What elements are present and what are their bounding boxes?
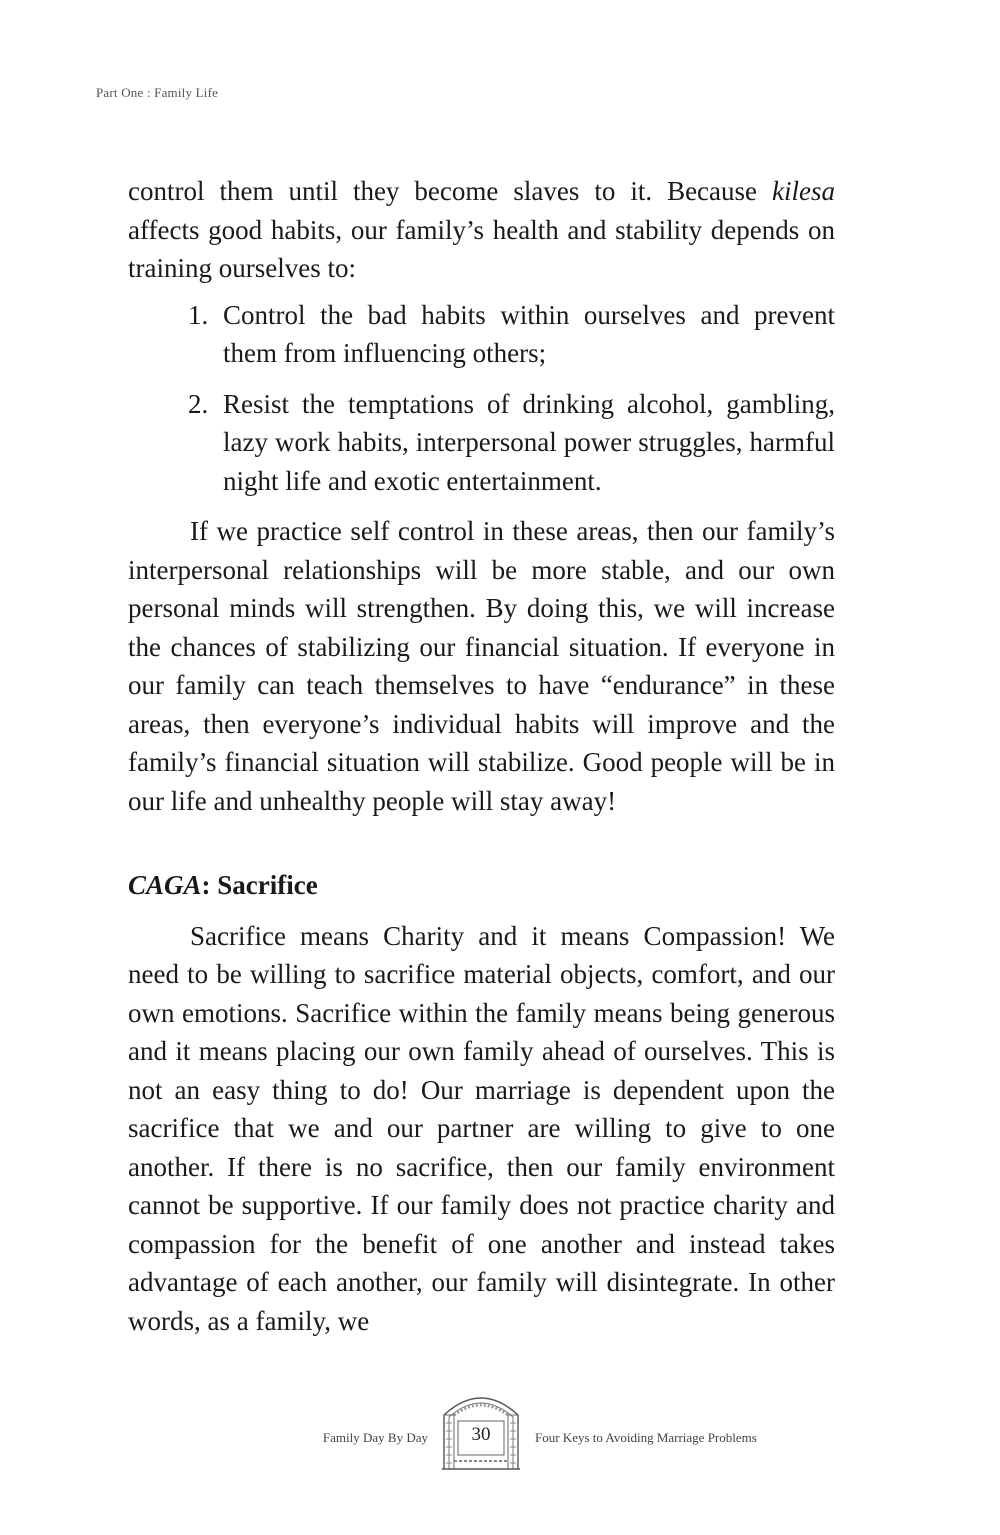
section-heading: CAGA: Sacrifice — [128, 870, 318, 900]
paragraph-1: control them until they become slaves to it. Because kilesa affects good habits, our family’s health and stability depends on training ourselves to: — [128, 176, 835, 283]
page-number: 30 — [471, 1424, 491, 1445]
list-item-text: Control the bad habits within ourselves and prevent them from influencing others; — [223, 299, 835, 368]
list-item — [128, 296, 835, 373]
temple-gate-emblem — [440, 1385, 522, 1471]
list-number: 1. — [188, 299, 209, 330]
paragraph-2: If we practice self control in these areas, then our family’s interpersonal relationships will be more stable, and our own personal minds will strengthen. By doing this, we will increase the chances of stabilizing our financial situation. If everyone in our family can teach themselves to have “endurance” in these areas, then everyone’s individual habits will improve and the family’s financial situation will stabilize. Good people will be in our life and unhealthy people will stay away! — [128, 516, 835, 816]
list-number: 2. — [188, 388, 209, 419]
page-body — [128, 172, 835, 1340]
running-head: Part One : Family Life — [96, 85, 219, 100]
numbered-list — [128, 296, 835, 501]
pali-term-kilesa: kilesa — [772, 176, 835, 206]
list-item — [128, 385, 835, 501]
footer-book-title: Family Day By Day — [322, 1430, 428, 1445]
page-footer — [0, 1385, 1000, 1475]
footer-chapter-title: Four Keys to Avoiding Marriage Problems — [535, 1430, 757, 1445]
pali-term-caga: CAGA — [128, 870, 202, 900]
list-item-text: Resist the temptations of drinking alcohol, gambling, lazy work habits, interpersonal power struggles, harmful night life and exotic entertainment. — [223, 388, 835, 496]
paragraph-3: Sacrifice means Charity and it means Compassion! We need to be willing to sacrifice material objects, comfort, and our own emotions. Sacrifice within the family means being generous and it means placing our own family ahead of ourselves. This is not an easy thing to do! Our marriage is dependent upon the sacrifice that we and our partner are willing to give to one another. If there is no sacrifice, then our family environment cannot be supportive. If our family does not practice charity and compassion for the benefit of one another and instead takes advantage of each another, our family will disintegrate. In other words, as a family, we — [128, 920, 835, 1336]
